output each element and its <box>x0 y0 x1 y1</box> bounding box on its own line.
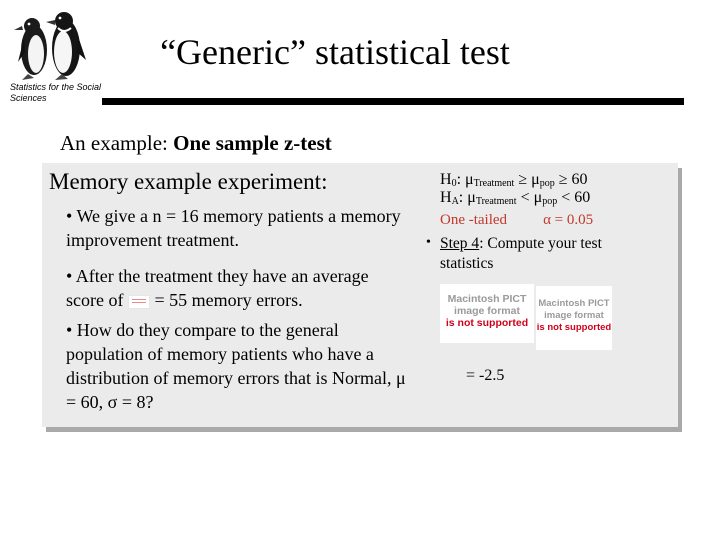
alpha-value: = 0.05 <box>550 212 594 228</box>
slide-subtitle <box>60 130 332 156</box>
tail-label: One -tailed <box>440 212 508 228</box>
colon: : <box>456 171 466 188</box>
step-rest: : Compute your test statistics <box>440 235 602 272</box>
tail-alpha <box>440 210 593 230</box>
alt-hypothesis <box>440 188 590 212</box>
pict-line: image format <box>454 305 520 317</box>
sub-treatment: Treatment <box>475 196 517 207</box>
mu-symbol: μ <box>533 189 543 206</box>
pict-line: is not supported <box>445 317 529 329</box>
subtitle-prefix: An example: <box>60 131 174 155</box>
sub-pop: pop <box>539 178 555 189</box>
bullet-text: = 60, <box>66 392 108 412</box>
mu-symbol: μ <box>465 171 474 188</box>
bullet-text: = 55 memory errors. <box>149 290 303 310</box>
bullet-text: • After the treatment they have an average score of <box>66 266 369 310</box>
step-bullet: • <box>426 235 431 250</box>
bullet-text: • How do they compare to the general population of memory patients who have a distribution of memory errors that is Normal, <box>66 320 396 388</box>
operator: ≥ <box>514 171 532 188</box>
h-sub: 0 <box>451 178 457 189</box>
bullet-compare <box>66 318 406 414</box>
h-label: H <box>440 189 452 206</box>
pict-line: Macintosh PICT <box>447 293 527 305</box>
operator: ≥ <box>554 171 572 188</box>
value: 60 <box>571 171 588 188</box>
pict-placeholder-1 <box>440 284 534 343</box>
penguin-left-icon <box>14 18 47 80</box>
slide-title: “Generic” statistical test <box>160 32 510 72</box>
bullet-after-treatment <box>66 264 406 312</box>
step-label: Step 4 <box>440 235 480 252</box>
h-sub: A <box>451 196 459 207</box>
pict-line: image format <box>544 310 604 321</box>
pict-line: Macintosh PICT <box>538 298 610 309</box>
penguin-right-icon <box>46 12 86 80</box>
bullet-text: = 8? <box>117 392 154 412</box>
mu-symbol: μ <box>395 368 406 388</box>
pict-line: is not supported <box>536 322 612 333</box>
pict-placeholder-2 <box>536 286 612 350</box>
sub-treatment: Treatment <box>473 178 515 189</box>
colon: : <box>458 189 468 206</box>
mu-symbol: μ <box>467 189 476 206</box>
sample-mean-placeholder-icon <box>128 295 150 309</box>
h-label: H <box>440 171 452 188</box>
sub-pop: pop <box>542 196 558 207</box>
panel-heading: Memory example experiment: <box>49 169 328 194</box>
z-result: = -2.5 <box>466 367 505 384</box>
logo-caption: Statistics for the Social Sciences <box>10 82 102 103</box>
value: 60 <box>574 189 591 206</box>
bullet-treatment: • We give a n = 16 memory patients a memory improvement treatment. <box>66 206 401 250</box>
operator: < <box>557 189 575 206</box>
alpha-symbol: α <box>543 212 551 228</box>
penguins-logo <box>8 4 92 82</box>
operator: < <box>516 189 534 206</box>
sigma-symbol: σ <box>107 392 118 412</box>
mu-symbol: μ <box>531 171 540 188</box>
subtitle-bold: One sample z-test <box>173 131 332 155</box>
title-rule <box>102 98 684 105</box>
step-4-text <box>440 234 640 274</box>
